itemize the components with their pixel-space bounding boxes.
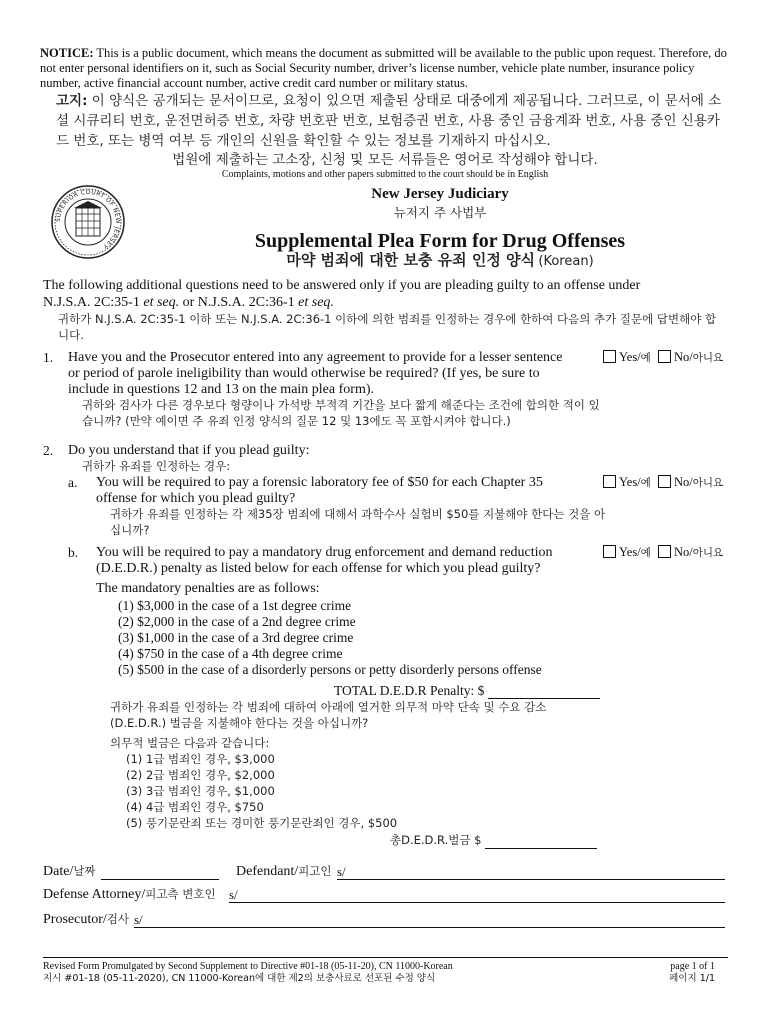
attorney-label-ko: 피고측 변호인 [145, 887, 216, 901]
penalty-1: (1) $3,000 in the case of a 1st degree crime [118, 598, 352, 613]
footer-page-ko: 페이지 1/1 [669, 973, 715, 984]
notice-text: This is a public document, which means the document as submitted will be available to the public upon request. Therefore, do not enter personal identifiers on it, such as Social Security number, driver’s license number, vehicle plate number, insurance policy number, active financial account number, active credit card number or military status. [40, 46, 727, 90]
penalty-5-ko: (5) 풍기문란죄 또는 경미한 풍기문란죄인 경우, $500 [126, 816, 398, 830]
footer-divider [43, 957, 728, 958]
date-label: Date/ [43, 864, 74, 879]
q2b-yes-checkbox[interactable] [603, 545, 616, 558]
intro-en-1: The following additional questions need to be answered only if you are pleading guilty to an offense under [43, 278, 641, 293]
penalty-3-ko: (3) 3급 범죄인 경우, $1,000 [126, 784, 275, 798]
q2a-text: You will be required to pay a forensic laboratory fee of $50 for each Chapter 35 offense for which you plead guilty? [96, 475, 543, 506]
org-name: New Jersey Judiciary [371, 186, 509, 202]
notice-paragraph [40, 46, 728, 91]
q1-yes-checkbox[interactable] [603, 350, 616, 363]
q1-answer-group: Yes/예 No/아니요 [603, 349, 723, 366]
total-dedr-label-ko: 총D.E.D.R.벌금 $ [390, 833, 482, 847]
intro-ko: 귀하가 N.J.S.A. 2C:35-1 이하 또는 N.J.S.A. 2C:36-1 이하에 의한 범죄를 인정하는 경우에 한하여 다음의 추가 질문에 답변해야 합니다. [58, 312, 717, 342]
page-title-ko-line [180, 251, 700, 271]
penalty-2-ko: (2) 2급 범죄인 경우, $2,000 [126, 768, 275, 782]
q2a-yes-checkbox[interactable] [603, 475, 616, 488]
english-requirement-en: Complaints, motions and other papers submitted to the court should be in English [221, 169, 549, 180]
penalties-intro-ko: 의무적 벌금은 다음과 같습니다: [110, 736, 270, 750]
total-dedr-input[interactable] [488, 684, 600, 699]
footer-page-en: page 1 of 1 [670, 961, 715, 972]
prosecutor-label: Prosecutor/ [43, 912, 107, 927]
penalty-1-ko: (1) 1급 범죄인 경우, $3,000 [126, 752, 275, 766]
penalty-4-ko: (4) 4급 범죄인 경우, $750 [126, 800, 264, 814]
q1-text: Have you and the Prosecutor entered into any agreement to provide for a lesser sentence or period of parole ineligibility than would otherwise be required? (If yes, be sure to include in questions 12 and 13 on the main plea form). [68, 350, 563, 397]
total-dedr-label: TOTAL D.E.D.R Penalty: $ [334, 683, 485, 698]
defendant-label-ko: 피고인 [298, 864, 332, 878]
attorney-row [43, 887, 216, 903]
penalty-4: (4) $750 in the case of a 4th degree crime [118, 646, 343, 661]
english-requirement-ko: 법원에 제출하는 고소장, 신청 및 모든 서류들은 영어로 작성해야 합니다. [172, 152, 598, 168]
footer-left-en: Revised Form Promulgated by Second Supplement to Directive #01-18 (05-11-20), CN 11000-Korean [43, 961, 453, 972]
notice-ko-label: 고지: [56, 93, 88, 109]
q2-text: Do you understand that if you plead guilty: [68, 443, 310, 458]
defendant-row [236, 864, 332, 880]
q2b-text-ko: 귀하가 유죄를 인정하는 각 범죄에 대하여 아래에 열거한 의무적 마약 단속 및 수요 감소(D.E.D.R.) 벌금을 지불해야 한다는 것을 아십니까? [110, 700, 547, 730]
q1-number: 1. [43, 350, 54, 365]
penalty-3: (3) $1,000 in the case of a 3rd degree crime [118, 630, 354, 645]
q2-number: 2. [43, 443, 54, 458]
total-dedr-input-ko[interactable] [485, 834, 597, 849]
date-label-ko: 날짜 [73, 864, 96, 878]
attorney-signature-field[interactable]: s/ [229, 887, 725, 903]
notice-ko-text: 이 양식은 공개되는 문서이므로, 요청이 있으면 제출된 상태로 대중에게 제공됩니다. 그러므로, 이 문서에 소셜 시큐리티 번호, 운전면허증 번호, 차량 번호판 번호, 보험증권 번호, 사용 중인 금융계좌 번호, 사용 중인 신용카드 번호, 또는 병역 여부 등 개인의 신원을 확인할 수 있는 정보를 기재하지 마십시오. [56, 93, 722, 149]
notice-label: NOTICE: [40, 46, 94, 60]
penalty-5: (5) $500 in the case of a disorderly persons or petty disorderly persons offense [118, 662, 542, 677]
q2a-answer-group: Yes/예 No/아니요 [603, 474, 723, 491]
q2a-label: a. [68, 475, 78, 490]
total-dedr-row-ko [390, 833, 597, 849]
date-field[interactable] [101, 864, 219, 880]
intro-en-2: N.J.S.A. 2C:35-1 et seq. or N.J.S.A. 2C:36-1 et seq. [43, 295, 334, 310]
notice-korean [56, 91, 728, 151]
attorney-label: Defense Attorney/ [43, 887, 146, 902]
penalty-2: (2) $2,000 in the case of a 2nd degree crime [118, 614, 356, 629]
prosecutor-signature-field[interactable]: s/ [134, 912, 725, 928]
total-dedr-row [334, 683, 600, 699]
q2a-no-checkbox[interactable] [658, 475, 671, 488]
date-row [43, 864, 96, 880]
q2a-text-ko: 귀하가 유죄를 인정하는 각 제35장 범죄에 대해서 과학수사 실험비 $50를 지불해야 한다는 것을 아십니까? [110, 507, 606, 537]
q1-text-ko: 귀하와 검사가 다른 경우보다 형량이나 가석방 부적격 기간을 보다 짧게 해준다는 조건에 합의한 적이 있습니까? (만약 예이면 주 유죄 인정 양식의 질문 12 및 13에도 꼭 포함시켜야 합니다.) [82, 398, 600, 428]
prosecutor-row [43, 912, 129, 928]
org-name-ko: 뉴저지 주 사법부 [393, 205, 487, 220]
seal-text: SUPERIOR COURT OF NEW JERSEY [54, 188, 122, 251]
footer-left-ko: 지시 #01-18 (05-11-2020), CN 11000-Korean에 대한 제2의 보충사료로 선포된 수정 양식 [43, 973, 436, 984]
court-seal-icon [50, 184, 126, 260]
page-title: Supplemental Plea Form for Drug Offenses [254, 230, 626, 252]
q2b-text: You will be required to pay a mandatory drug enforcement and demand reduction (D.E.D.R.) penalty as listed below for each offense for which you plead guilty? [96, 545, 553, 576]
q1-no-checkbox[interactable] [658, 350, 671, 363]
defendant-label: Defendant/ [236, 864, 299, 879]
q2-text-ko: 귀하가 유죄를 인정하는 경우: [82, 459, 231, 473]
defendant-signature-field[interactable]: s/ [337, 864, 725, 880]
page-title-ko: 마약 범죄에 대한 보충 유죄 인정 양식 [286, 251, 536, 269]
q2b-label: b. [68, 545, 79, 560]
penalties-intro: The mandatory penalties are as follows: [96, 581, 320, 596]
q2b-answer-group: Yes/예 No/아니요 [603, 544, 723, 561]
prosecutor-label-ko: 검사 [106, 912, 129, 926]
q2b-no-checkbox[interactable] [658, 545, 671, 558]
page-title-lang: (Korean) [538, 254, 594, 269]
